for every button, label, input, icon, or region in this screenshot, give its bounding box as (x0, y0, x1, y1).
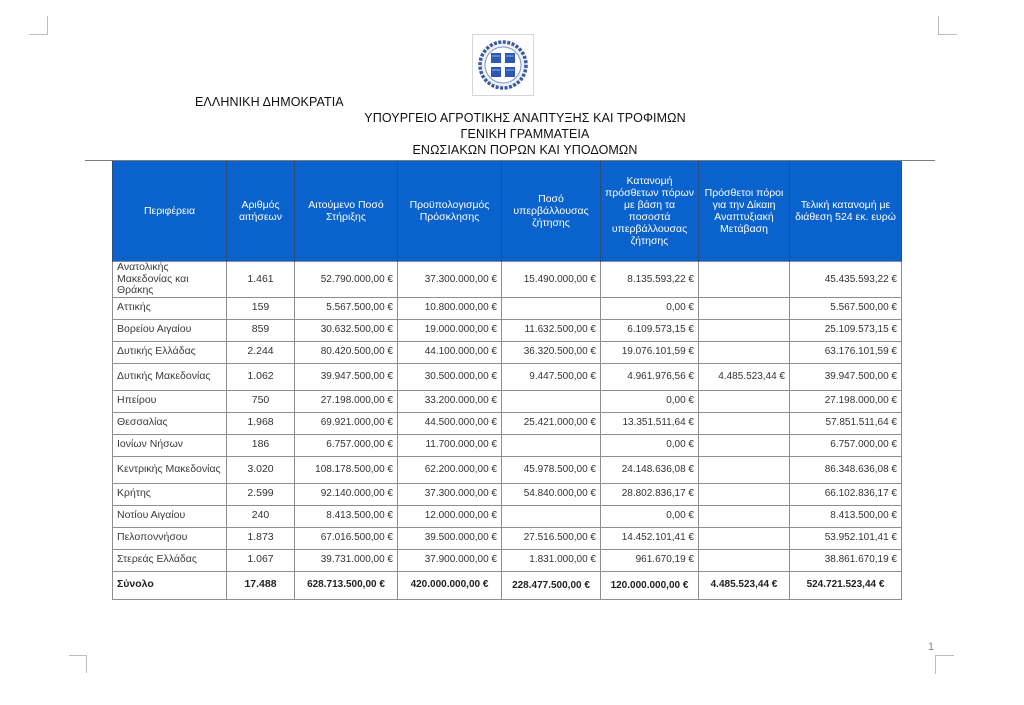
cell-additional-allocation: 6.109.573,15 € (601, 319, 699, 341)
cell-region: Κρήτης (113, 483, 227, 505)
cell-region: Δυτικής Ελλάδας (113, 341, 227, 363)
cell-excess-demand: 54.840.000,00 € (502, 483, 601, 505)
cell-final-allocation: 66.102.836,17 € (790, 483, 902, 505)
cell-applications: 240 (227, 505, 295, 527)
cell-call-budget: 37.300.000,00 € (398, 262, 502, 298)
cell-applications: 859 (227, 319, 295, 341)
cell-call-budget: 37.900.000,00 € (398, 549, 502, 571)
cell-applications: 186 (227, 434, 295, 456)
cell-call-budget: 19.000.000,00 € (398, 319, 502, 341)
cell-requested-amount: 67.016.500,00 € (295, 527, 398, 549)
cell-final-allocation: 27.198.000,00 € (790, 390, 902, 412)
cell-final-allocation: 53.952.101,41 € (790, 527, 902, 549)
crop-mark-bottom-left (68, 655, 87, 673)
cell-excess-demand: 27.516.500,00 € (502, 527, 601, 549)
cell-just-transition-resources (699, 456, 790, 483)
table-row (113, 483, 902, 505)
cell-additional-allocation: 14.452.101,41 € (601, 527, 699, 549)
table-row (113, 412, 902, 434)
cell-final-allocation: 6.757.000,00 € (790, 434, 902, 456)
cell-applications: 3.020 (227, 456, 295, 483)
cell-additional-allocation: 0,00 € (601, 297, 699, 319)
cell-call-budget: 44.100.000,00 € (398, 341, 502, 363)
cell-requested-amount: 80.420.500,00 € (295, 341, 398, 363)
cell-applications: 159 (227, 297, 295, 319)
column-header-additional-allocation: Κατανομή πρόσθετων πόρων με βάση τα ποσοστά υπερβάλλουσας ζήτησης (601, 161, 699, 262)
header-resources: ΕΝΩΣΙΑΚΩΝ ΠΟΡΩΝ ΚΑΙ ΥΠΟΔΟΜΩΝ (412, 143, 638, 157)
cell-excess-demand: 45.978.500,00 € (502, 456, 601, 483)
cell-applications: 1.873 (227, 527, 295, 549)
cell-applications: 2.599 (227, 483, 295, 505)
cell-requested-amount: 8.413.500,00 € (295, 505, 398, 527)
cell-requested-amount: 628.713.500,00 € (295, 571, 398, 599)
cell-region: Βορείου Αιγαίου (113, 319, 227, 341)
cell-final-allocation: 25.109.573,15 € (790, 319, 902, 341)
cell-final-allocation: 86.348.636,08 € (790, 456, 902, 483)
cell-requested-amount: 30.632.500,00 € (295, 319, 398, 341)
table-row (113, 549, 902, 571)
crop-mark-bottom-left-h (69, 655, 86, 656)
cell-region: Νοτίου Αιγαίου (113, 505, 227, 527)
cell-just-transition-resources (699, 527, 790, 549)
cell-requested-amount: 6.757.000,00 € (295, 434, 398, 456)
cell-additional-allocation: 4.961.976,56 € (601, 363, 699, 390)
cell-final-allocation: 63.176.101,59 € (790, 341, 902, 363)
cell-applications: 750 (227, 390, 295, 412)
cell-just-transition-resources: 4.485.523,44 € (699, 363, 790, 390)
cell-region: Σύνολο (113, 571, 227, 599)
cell-just-transition-resources (699, 297, 790, 319)
cell-excess-demand: 9.447.500,00 € (502, 363, 601, 390)
cell-additional-allocation: 13.351.511,64 € (601, 412, 699, 434)
table-header-row (113, 161, 902, 262)
cell-region: Ανατολικής Μακεδονίας και Θράκης (113, 262, 227, 298)
column-header-region: Περιφέρεια (113, 161, 227, 262)
allocation-table (112, 161, 902, 600)
cell-region: Θεσσαλίας (113, 412, 227, 434)
cell-applications: 17.488 (227, 571, 295, 599)
cell-call-budget: 420.000.000,00 € (398, 571, 502, 599)
crop-mark-top-right (938, 16, 957, 35)
cell-region: Ηπείρου (113, 390, 227, 412)
cell-final-allocation: 45.435.593,22 € (790, 262, 902, 298)
cell-call-budget: 10.800.000,00 € (398, 297, 502, 319)
column-header-applications: Αριθμός αιτήσεων (227, 161, 295, 262)
cell-additional-allocation: 24.148.636,08 € (601, 456, 699, 483)
cell-excess-demand: 25.421.000,00 € (502, 412, 601, 434)
cell-requested-amount: 108.178.500,00 € (295, 456, 398, 483)
cell-final-allocation: 5.567.500,00 € (790, 297, 902, 319)
header-republic: ΕΛΛΗΝΙΚΗ ΔΗΜΟΚΡΑΤΙΑ (195, 95, 344, 109)
table-row (113, 505, 902, 527)
cell-excess-demand: 11.632.500,00 € (502, 319, 601, 341)
total-row (113, 571, 902, 599)
crop-mark-top-left (29, 16, 48, 35)
cell-just-transition-resources (699, 390, 790, 412)
cell-additional-allocation: 961.670,19 € (601, 549, 699, 571)
cell-call-budget: 37.300.000,00 € (398, 483, 502, 505)
cell-just-transition-resources (699, 341, 790, 363)
cell-additional-allocation: 0,00 € (601, 434, 699, 456)
column-header-call-budget: Προϋπολογισμός Πρόσκλησης (398, 161, 502, 262)
cell-applications: 1.968 (227, 412, 295, 434)
column-header-final-allocation: Τελική κατανομή με διάθεση 524 εκ. ευρώ (790, 161, 902, 262)
cell-just-transition-resources (699, 505, 790, 527)
cell-additional-allocation: 8.135.593,22 € (601, 262, 699, 298)
coat-of-arms-icon (472, 34, 534, 96)
cell-call-budget: 39.500.000,00 € (398, 527, 502, 549)
table-row (113, 297, 902, 319)
column-header-requested-amount: Αιτούμενο Ποσό Στήριξης (295, 161, 398, 262)
header-ministry: ΥΠΟΥΡΓΕΙΟ ΑΓΡΟΤΙΚΗΣ ΑΝΑΠΤΥΞΗΣ ΚΑΙ ΤΡΟΦΙΜΩΝ (364, 111, 686, 125)
cell-additional-allocation: 0,00 € (601, 390, 699, 412)
page-number: 1 (928, 641, 935, 653)
table-row (113, 456, 902, 483)
column-header-excess-demand: Ποσό υπερβάλλουσας ζήτησης (502, 161, 601, 262)
cell-region: Ιονίων Νήσων (113, 434, 227, 456)
cell-excess-demand: 15.490.000,00 € (502, 262, 601, 298)
cell-just-transition-resources (699, 412, 790, 434)
cell-region: Αττικής (113, 297, 227, 319)
cell-region: Δυτικής Μακεδονίας (113, 363, 227, 390)
cell-final-allocation: 57.851.511,64 € (790, 412, 902, 434)
cell-applications: 1.062 (227, 363, 295, 390)
cell-requested-amount: 92.140.000,00 € (295, 483, 398, 505)
cell-excess-demand (502, 297, 601, 319)
cell-final-allocation: 38.861.670,19 € (790, 549, 902, 571)
cell-just-transition-resources (699, 549, 790, 571)
cell-additional-allocation: 0,00 € (601, 505, 699, 527)
cell-just-transition-resources: 4.485.523,44 € (699, 571, 790, 599)
cell-excess-demand: 36.320.500,00 € (502, 341, 601, 363)
cell-requested-amount: 5.567.500,00 € (295, 297, 398, 319)
cell-final-allocation: 524.721.523,44 € (790, 571, 902, 599)
header-general-secretariat: ΓΕΝΙΚΗ ΓΡΑΜΜΑΤΕΙΑ (460, 127, 590, 141)
cell-call-budget: 12.000.000,00 € (398, 505, 502, 527)
cell-additional-allocation: 28.802.836,17 € (601, 483, 699, 505)
column-header-just-transition-resources: Πρόσθετοι πόροι για την Δίκαιη Αναπτυξιακή Μετάβαση (699, 161, 790, 262)
table-row (113, 434, 902, 456)
cell-excess-demand (502, 434, 601, 456)
cell-call-budget: 33.200.000,00 € (398, 390, 502, 412)
cell-additional-allocation: 19.076.101,59 € (601, 341, 699, 363)
cell-call-budget: 62.200.000,00 € (398, 456, 502, 483)
cell-region: Στερεάς Ελλάδας (113, 549, 227, 571)
cell-region: Κεντρικής Μακεδονίας (113, 456, 227, 483)
cell-excess-demand: 228.477.500,00 € (502, 571, 601, 599)
cell-just-transition-resources (699, 262, 790, 298)
cell-requested-amount: 69.921.000,00 € (295, 412, 398, 434)
cell-excess-demand: 1.831.000,00 € (502, 549, 601, 571)
cell-call-budget: 44.500.000,00 € (398, 412, 502, 434)
cell-excess-demand (502, 390, 601, 412)
cell-applications: 1.461 (227, 262, 295, 298)
cell-requested-amount: 39.731.000,00 € (295, 549, 398, 571)
crop-mark-bottom-right (935, 655, 954, 674)
cell-excess-demand (502, 505, 601, 527)
cell-just-transition-resources (699, 483, 790, 505)
table-row (113, 527, 902, 549)
cell-additional-allocation: 120.000.000,00 € (601, 571, 699, 599)
cell-call-budget: 11.700.000,00 € (398, 434, 502, 456)
cell-requested-amount: 52.790.000,00 € (295, 262, 398, 298)
cell-requested-amount: 27.198.000,00 € (295, 390, 398, 412)
table-row (113, 390, 902, 412)
cell-applications: 1.067 (227, 549, 295, 571)
cell-requested-amount: 39.947.500,00 € (295, 363, 398, 390)
cell-just-transition-resources (699, 319, 790, 341)
cell-just-transition-resources (699, 434, 790, 456)
cell-final-allocation: 8.413.500,00 € (790, 505, 902, 527)
table-row (113, 341, 902, 363)
cell-call-budget: 30.500.000,00 € (398, 363, 502, 390)
cell-final-allocation: 39.947.500,00 € (790, 363, 902, 390)
cell-applications: 2.244 (227, 341, 295, 363)
table-row (113, 262, 902, 298)
table-row (113, 363, 902, 390)
cell-region: Πελοποννήσου (113, 527, 227, 549)
table-row (113, 319, 902, 341)
